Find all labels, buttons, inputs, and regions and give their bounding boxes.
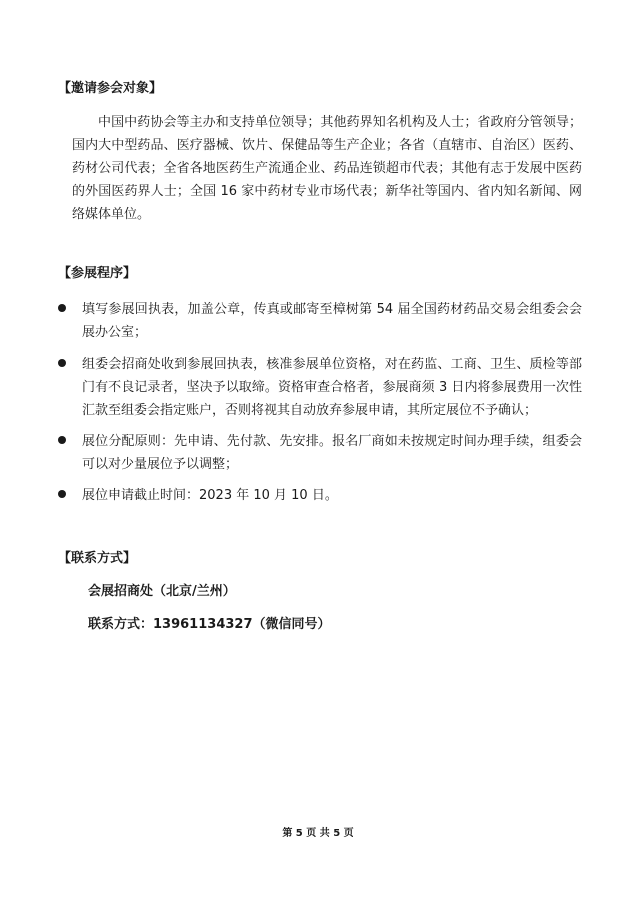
- contact-heading: 【联系方式】: [58, 551, 137, 566]
- procedure-item: [58, 353, 582, 422]
- procedure-item: [58, 298, 582, 344]
- procedure-item-text: 组委会招商处收到参展回执表，核准参展单位资格，对在药监、工商、卫生、质检等部门有不良记录者，坚决予以取缔。资格审查合格者，参展商须 3 日内将参展费用一次性汇款至组委会指定账户，否则将视其自动放弃参展申请，其所定展位不予确认；: [82, 357, 582, 418]
- contact-phone: 联系方式：13961134327（微信同号）: [88, 617, 331, 632]
- procedure-item: [58, 430, 582, 476]
- procedure-item-text: 展位申请截止时间：2023 年 10 月 10 日。: [82, 488, 338, 503]
- procedure-item-text: 展位分配原则：先申请、先付款、先安排。报名厂商如未按规定时间办理手续，组委会可以对少量展位予以调整；: [82, 434, 582, 472]
- invite-body: 中国中药协会等主办和支持单位领导；其他药界知名机构及人士；省政府分管领导；国内大中型药品、医疗器械、饮片、保健品等生产企业；各省（直辖市、自治区）医药、药材公司代表；全省各地医药生产流通企业、药品连锁超市代表；其他有志于发展中医药的外国医药界人士；全国 16 家中药材专业市场代表；新华社等国内、省内知名新闻、网络媒体单位。: [72, 115, 582, 222]
- procedure-item-text: 填写参展回执表，加盖公章，传真或邮寄至樟树第 54 届全国药材药品交易会组委会会展办公室；: [82, 302, 582, 340]
- page-number: 第 5 页 共 5 页: [282, 828, 354, 839]
- procedure-item: [58, 484, 582, 507]
- bullet-icon: [58, 436, 66, 444]
- invite-heading: 【邀请参会对象】: [58, 81, 163, 96]
- contact-office: 会展招商处（北京/兰州）: [88, 584, 236, 599]
- bullet-icon: [58, 359, 66, 367]
- procedure-heading: 【参展程序】: [58, 266, 137, 281]
- bullet-icon: [58, 490, 66, 498]
- bullet-icon: [58, 304, 66, 312]
